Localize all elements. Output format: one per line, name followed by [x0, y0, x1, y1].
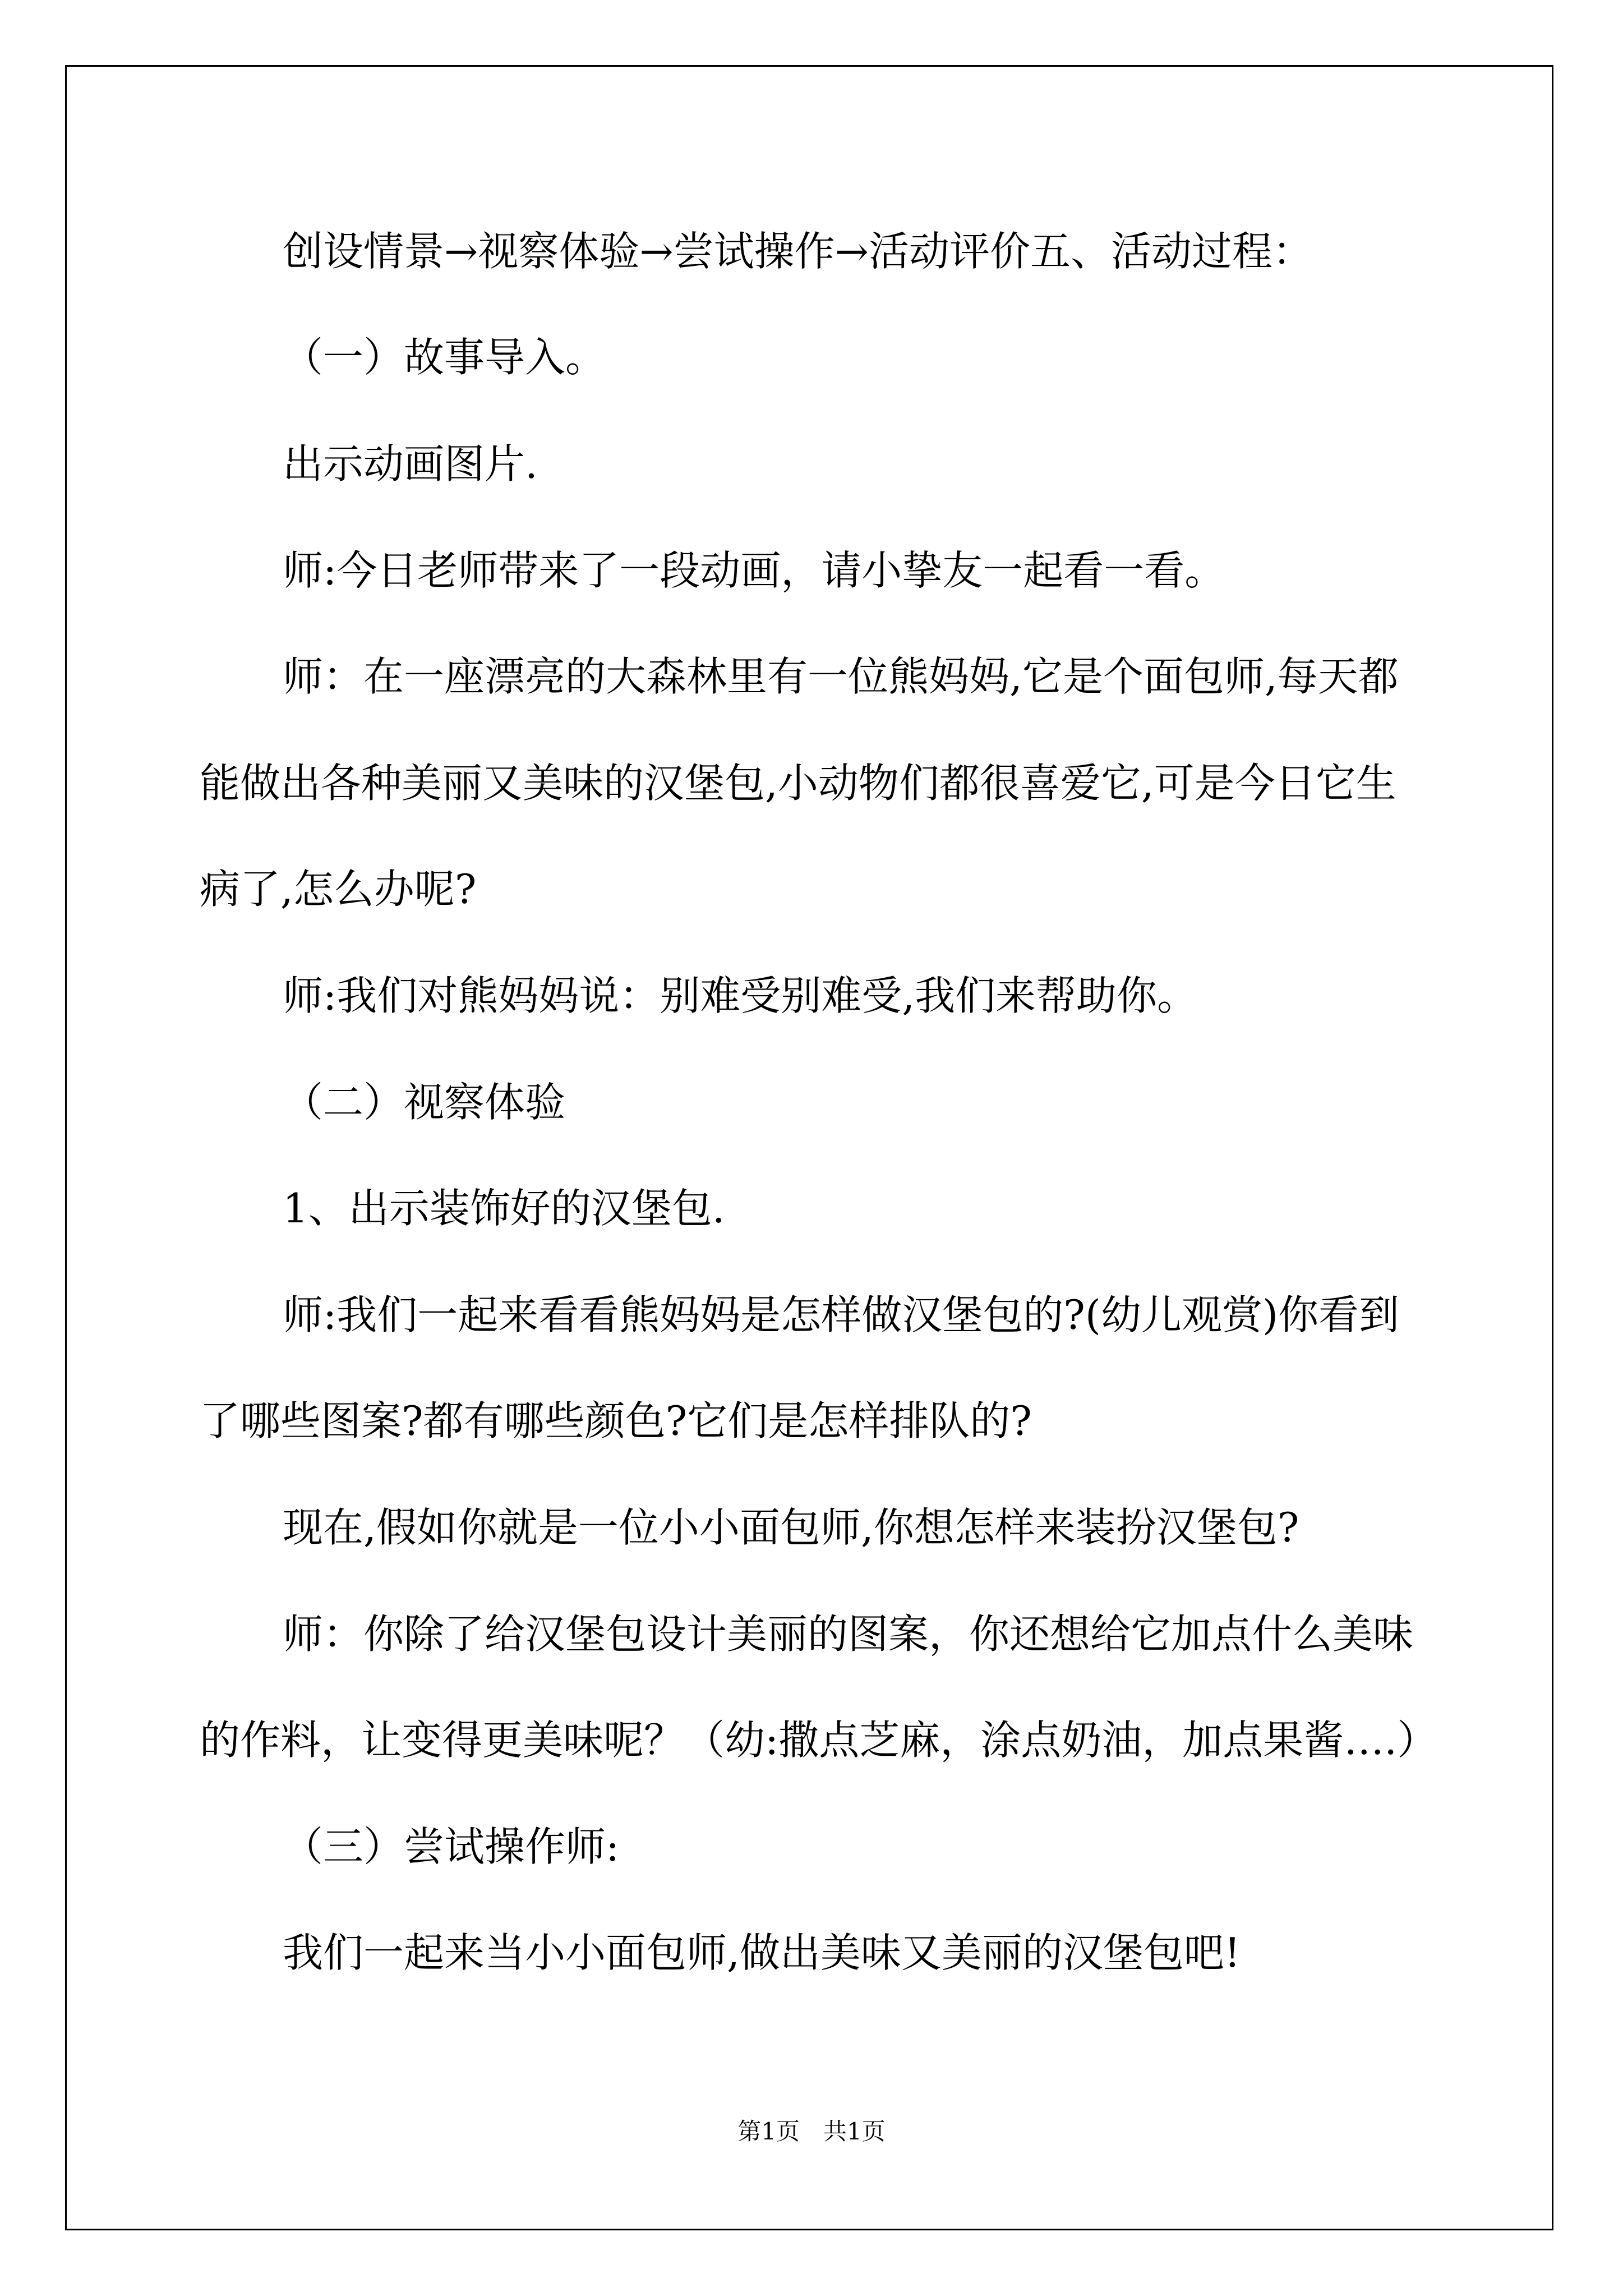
- paragraph-11: 我们一起来当小小面包师,做出美味又美丽的汉堡包吧!: [283, 1929, 1241, 1976]
- paragraph-4: 师:今日老师带来了一段动画，请小挚友一起看一看。: [283, 547, 1225, 594]
- page-footer: 第1页 共1页: [737, 2118, 886, 2145]
- paragraph-9: 现在,假如你就是一位小小面包师,你想怎样来装扮汉堡包?: [283, 1504, 1299, 1551]
- paragraph-5-line-1: 师：在一座漂亮的大森林里有一位熊妈妈,它是个面包师,每天都: [283, 653, 1399, 700]
- paragraph-5-line-2: 能做出各种美丽又美味的汉堡包,小动物们都很喜爱它,可是今日它生: [200, 760, 1396, 807]
- paragraph-8-line-1: 师:我们一起来看看熊妈妈是怎样做汉堡包的?(幼儿观赏)你看到: [283, 1291, 1400, 1338]
- paragraph-8-line-2: 了哪些图案?都有哪些颜色?它们是怎样排队的?: [200, 1397, 1032, 1444]
- paragraph-5-line-3: 病了,怎么办呢?: [200, 866, 477, 913]
- paragraph-3: 出示动画图片.: [283, 440, 538, 487]
- paragraph-6: 师:我们对熊妈妈说：别难受别难受,我们来帮助你。: [283, 972, 1198, 1019]
- paragraph-2: （一）故事导入。: [283, 334, 606, 381]
- paragraph-10-line-2: 的作料，让变得更美味呢？（幼:撒点芝麻，涂点奶油，加点果酱….）: [200, 1717, 1438, 1764]
- page-border: [65, 65, 1553, 2230]
- paragraph-7: 1、出示装饰好的汉堡包.: [283, 1185, 725, 1232]
- paragraph-10-line-1: 师：你除了给汉堡包设计美丽的图案，你还想给它加点什么美味: [283, 1611, 1414, 1658]
- paragraph-1: 创设情景→视察体验→尝试操作→活动评价五、活动过程：: [283, 228, 1313, 275]
- section-heading-2: （二）视察体验: [283, 1079, 566, 1126]
- section-heading-3: （三）尝试操作师:: [283, 1823, 620, 1870]
